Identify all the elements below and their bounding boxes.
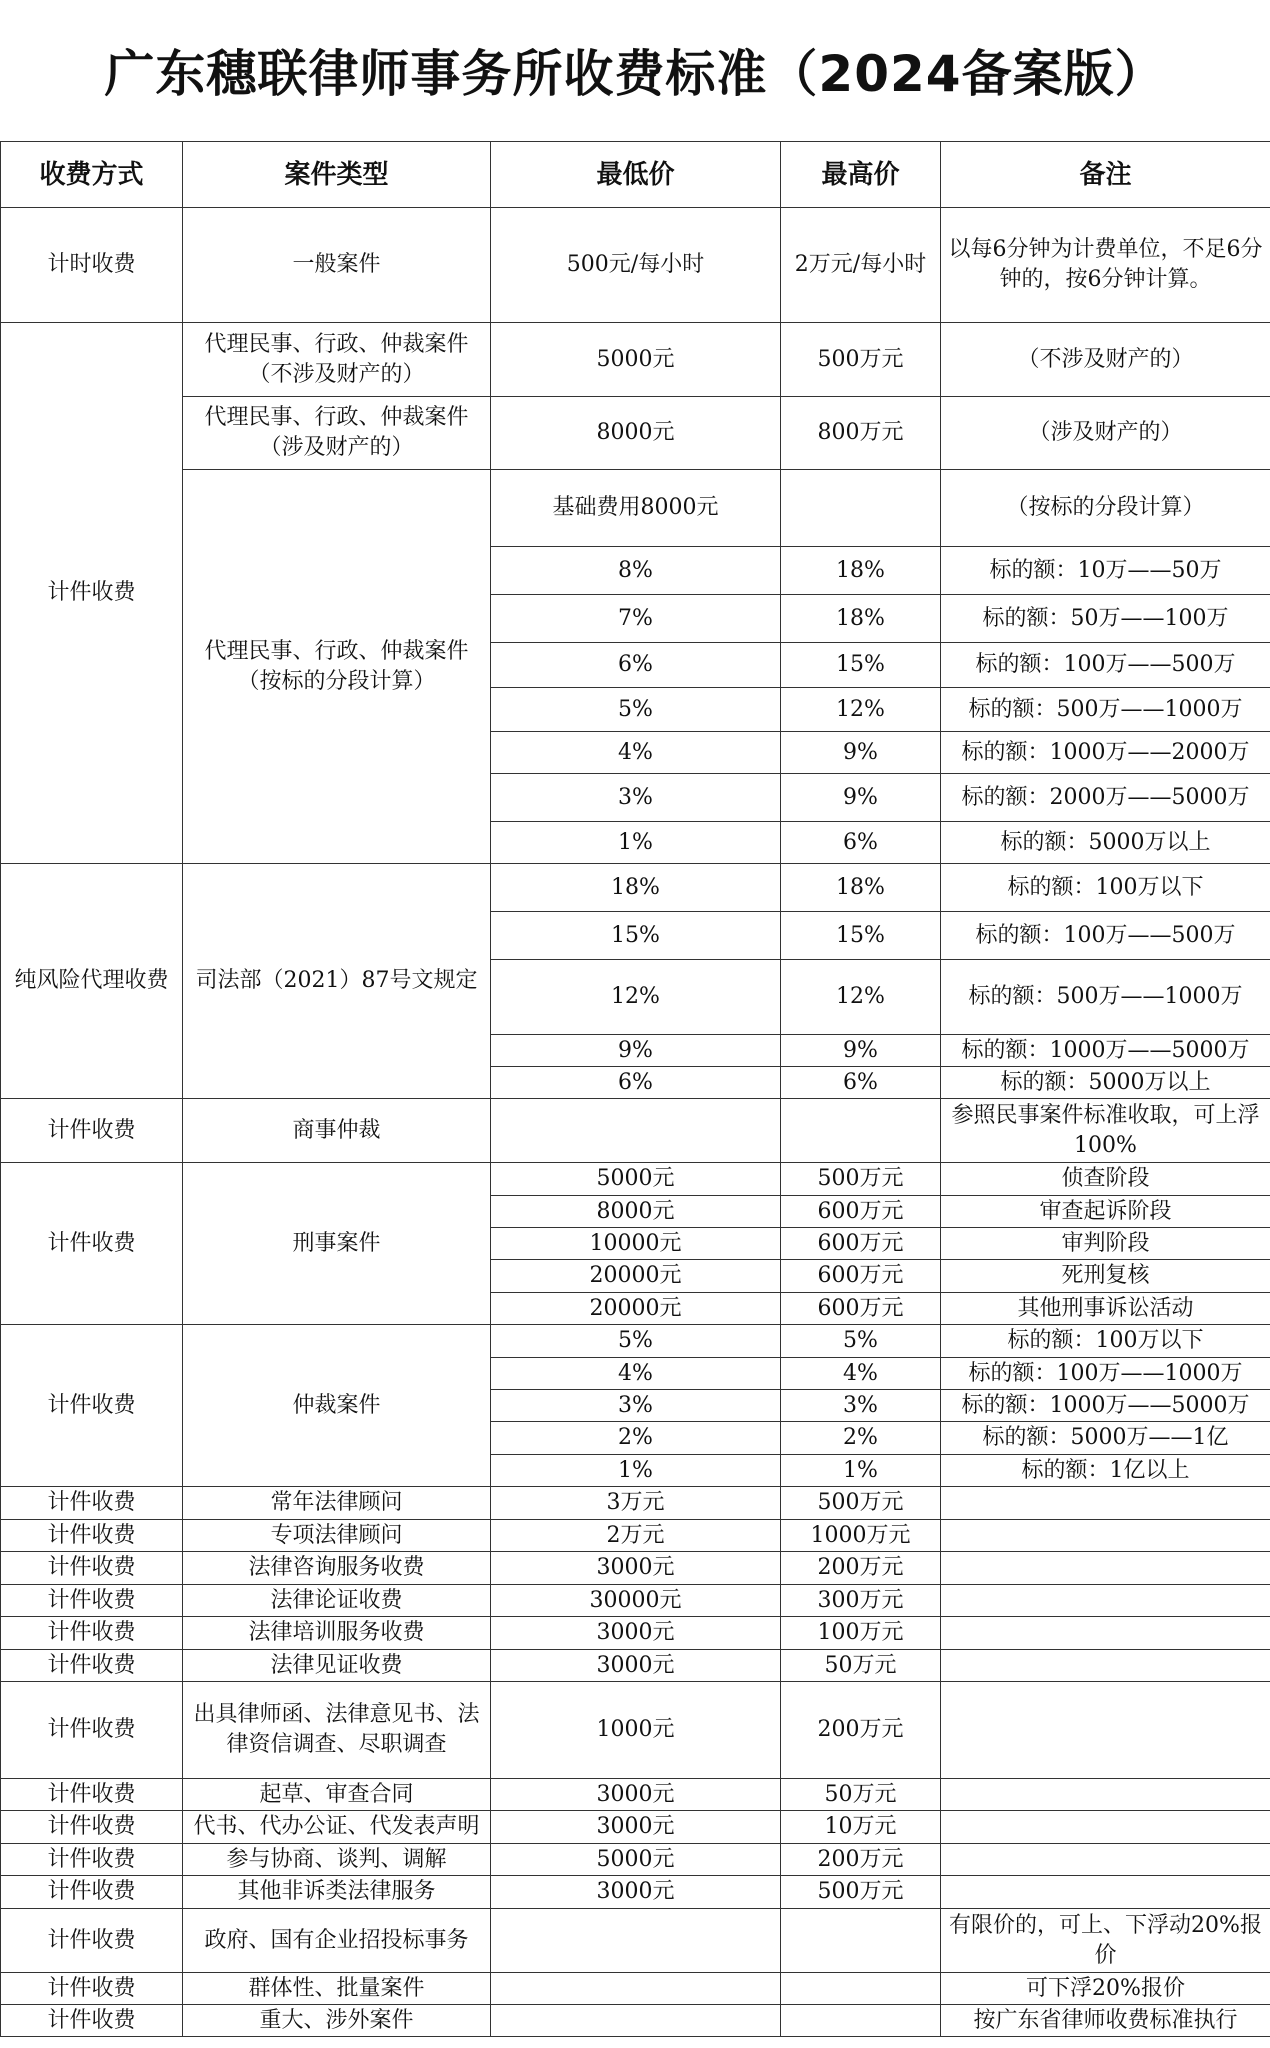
max-price-cell: 200万元: [781, 1682, 941, 1779]
method-cell: 计件收费: [1, 1585, 183, 1617]
method-cell: 纯风险代理收费: [1, 864, 183, 1099]
case-type-cell: 其他非诉类法律服务: [183, 1876, 491, 1909]
max-price-cell: 12%: [781, 688, 941, 732]
min-price-cell: 500元/每小时: [491, 208, 781, 323]
min-price-cell: 5000元: [491, 1844, 781, 1876]
max-price-cell: 1000万元: [781, 1520, 941, 1552]
remark-cell: 按广东省律师收费标准执行: [941, 2005, 1270, 2037]
method-cell: 计件收费: [1, 1909, 183, 1973]
table-row: [1, 1844, 1270, 1876]
case-type-cell: 常年法律顾问: [183, 1487, 491, 1520]
min-price-cell: 10000元: [491, 1228, 781, 1260]
remark-cell: [941, 1811, 1270, 1844]
max-price-cell: 5%: [781, 1325, 941, 1358]
table-row: [1, 2005, 1270, 2037]
min-price-cell: 3000元: [491, 1617, 781, 1650]
min-price-cell: 2万元: [491, 1520, 781, 1552]
table-row: [1, 1099, 1270, 1163]
min-price-cell: 3%: [491, 1390, 781, 1422]
max-price-cell: 18%: [781, 595, 941, 643]
method-cell: 计件收费: [1, 323, 183, 864]
case-type-cell: 法律咨询服务收费: [183, 1552, 491, 1585]
table-row: [1, 1650, 1270, 1682]
max-price-cell: 2万元/每小时: [781, 208, 941, 323]
method-cell: 计件收费: [1, 2005, 183, 2037]
min-price-cell: 3000元: [491, 1779, 781, 1811]
case-type-cell: 刑事案件: [183, 1163, 491, 1325]
case-type-cell: 仲裁案件: [183, 1325, 491, 1487]
case-type-cell: 出具律师函、法律意见书、法律资信调查、尽职调查: [183, 1682, 491, 1779]
min-price-cell: 5%: [491, 688, 781, 732]
remark-cell: [941, 1487, 1270, 1520]
table-row: [1, 323, 1270, 397]
remark-cell: [941, 1682, 1270, 1779]
max-price-cell: 4%: [781, 1358, 941, 1390]
table-row: [1, 1617, 1270, 1650]
min-price-cell: 20000元: [491, 1293, 781, 1325]
min-price-cell: 7%: [491, 595, 781, 643]
max-price-cell: [781, 1099, 941, 1163]
table-row: [1, 1585, 1270, 1617]
method-cell: 计件收费: [1, 1163, 183, 1325]
remark-cell: 其他刑事诉讼活动: [941, 1293, 1270, 1325]
min-price-cell: 2%: [491, 1422, 781, 1455]
min-price-cell: 20000元: [491, 1260, 781, 1293]
min-price-cell: 8%: [491, 547, 781, 595]
remark-cell: （不涉及财产的）: [941, 323, 1270, 397]
remark-cell: [941, 1617, 1270, 1650]
fee-table: [0, 141, 1270, 2037]
remark-cell: 标的额：5000万——1亿: [941, 1422, 1270, 1455]
min-price-cell: 4%: [491, 732, 781, 774]
max-price-cell: 200万元: [781, 1552, 941, 1585]
max-price-cell: 50万元: [781, 1650, 941, 1682]
case-type-cell: 政府、国有企业招投标事务: [183, 1909, 491, 1973]
remark-cell: 标的额：1000万——2000万: [941, 732, 1270, 774]
remark-cell: 审查起诉阶段: [941, 1196, 1270, 1228]
case-type-cell: 法律培训服务收费: [183, 1617, 491, 1650]
table-row: [1, 1876, 1270, 1909]
min-price-cell: 12%: [491, 960, 781, 1035]
min-price-cell: 5000元: [491, 323, 781, 397]
table-row: [1, 1973, 1270, 2005]
remark-cell: 标的额：500万——1000万: [941, 960, 1270, 1035]
case-type-cell: 司法部（2021）87号文规定: [183, 864, 491, 1099]
max-price-cell: [781, 470, 941, 547]
case-type-cell: 代理民事、行政、仲裁案件（涉及财产的）: [183, 397, 491, 470]
min-price-cell: 6%: [491, 643, 781, 688]
remark-cell: 标的额：1亿以上: [941, 1455, 1270, 1487]
remark-cell: [941, 1876, 1270, 1909]
table-row: [1, 1909, 1270, 1973]
table-row: [1, 397, 1270, 470]
case-type-cell: 群体性、批量案件: [183, 1973, 491, 2005]
max-price-cell: 300万元: [781, 1585, 941, 1617]
table-row: [1, 470, 1270, 547]
min-price-cell: 3000元: [491, 1876, 781, 1909]
remark-cell: （按标的分段计算）: [941, 470, 1270, 547]
max-price-cell: 6%: [781, 1067, 941, 1099]
max-price-cell: 9%: [781, 1035, 941, 1067]
min-price-cell: 15%: [491, 912, 781, 960]
min-price-cell: 3000元: [491, 1811, 781, 1844]
max-price-cell: 100万元: [781, 1617, 941, 1650]
min-price-cell: [491, 2005, 781, 2037]
method-cell: 计件收费: [1, 1552, 183, 1585]
min-price-cell: 6%: [491, 1067, 781, 1099]
case-type-cell: 代理民事、行政、仲裁案件（按标的分段计算）: [183, 470, 491, 864]
table-row: [1, 208, 1270, 323]
max-price-cell: 2%: [781, 1422, 941, 1455]
max-price-cell: 9%: [781, 774, 941, 822]
max-price-cell: 12%: [781, 960, 941, 1035]
remark-cell: 标的额：100万以下: [941, 1325, 1270, 1358]
max-price-cell: 500万元: [781, 1876, 941, 1909]
remark-cell: 标的额：100万——500万: [941, 912, 1270, 960]
method-cell: 计件收费: [1, 1682, 183, 1779]
table-row: [1, 1552, 1270, 1585]
remark-cell: 有限价的，可上、下浮动20%报价: [941, 1909, 1270, 1973]
min-price-cell: 1%: [491, 822, 781, 864]
case-type-cell: 专项法律顾问: [183, 1520, 491, 1552]
table-row: [1, 1325, 1270, 1358]
min-price-cell: 8000元: [491, 1196, 781, 1228]
remark-cell: 以每6分钟为计费单位，不足6分钟的，按6分钟计算。: [941, 208, 1270, 323]
table-row: [1, 1811, 1270, 1844]
max-price-cell: 600万元: [781, 1260, 941, 1293]
method-cell: 计件收费: [1, 1325, 183, 1487]
case-type-cell: 起草、审查合同: [183, 1779, 491, 1811]
min-price-cell: 18%: [491, 864, 781, 912]
min-price-cell: [491, 1909, 781, 1973]
case-type-cell: 一般案件: [183, 208, 491, 323]
remark-cell: 标的额：500万——1000万: [941, 688, 1270, 732]
min-price-cell: 9%: [491, 1035, 781, 1067]
max-price-cell: 18%: [781, 547, 941, 595]
max-price-cell: 500万元: [781, 1163, 941, 1196]
table-row: [1, 864, 1270, 912]
remark-cell: [941, 1650, 1270, 1682]
max-price-cell: 600万元: [781, 1293, 941, 1325]
max-price-cell: 500万元: [781, 1487, 941, 1520]
max-price-cell: 600万元: [781, 1228, 941, 1260]
min-price-cell: [491, 1099, 781, 1163]
header-remark: 备注: [941, 142, 1270, 208]
max-price-cell: 1%: [781, 1455, 941, 1487]
header-min-price: 最低价: [491, 142, 781, 208]
remark-cell: 标的额：5000万以上: [941, 1067, 1270, 1099]
method-cell: 计件收费: [1, 1876, 183, 1909]
max-price-cell: 15%: [781, 912, 941, 960]
case-type-cell: 法律论证收费: [183, 1585, 491, 1617]
max-price-cell: 9%: [781, 732, 941, 774]
table-row: [1, 1779, 1270, 1811]
remark-cell: 参照民事案件标准收取，可上浮100%: [941, 1099, 1270, 1163]
min-price-cell: 3%: [491, 774, 781, 822]
remark-cell: [941, 1844, 1270, 1876]
method-cell: 计件收费: [1, 1617, 183, 1650]
remark-cell: 审判阶段: [941, 1228, 1270, 1260]
max-price-cell: [781, 2005, 941, 2037]
min-price-cell: [491, 1973, 781, 2005]
case-type-cell: 法律见证收费: [183, 1650, 491, 1682]
remark-cell: [941, 1585, 1270, 1617]
remark-cell: 标的额：5000万以上: [941, 822, 1270, 864]
case-type-cell: 参与协商、谈判、调解: [183, 1844, 491, 1876]
min-price-cell: 4%: [491, 1358, 781, 1390]
remark-cell: 可下浮20%报价: [941, 1973, 1270, 2005]
max-price-cell: 500万元: [781, 323, 941, 397]
page-title: 广东穗联律师事务所收费标准（2024备案版）: [104, 45, 1166, 103]
header-max-price: 最高价: [781, 142, 941, 208]
min-price-cell: 1%: [491, 1455, 781, 1487]
max-price-cell: 800万元: [781, 397, 941, 470]
remark-cell: [941, 1552, 1270, 1585]
min-price-cell: 3000元: [491, 1552, 781, 1585]
remark-cell: [941, 1520, 1270, 1552]
remark-cell: 死刑复核: [941, 1260, 1270, 1293]
max-price-cell: [781, 1973, 941, 2005]
remark-cell: 标的额：50万——100万: [941, 595, 1270, 643]
remark-cell: 标的额：10万——50万: [941, 547, 1270, 595]
max-price-cell: 600万元: [781, 1196, 941, 1228]
header-case-type: 案件类型: [183, 142, 491, 208]
max-price-cell: [781, 1909, 941, 1973]
method-cell: 计件收费: [1, 1811, 183, 1844]
method-cell: 计时收费: [1, 208, 183, 323]
remark-cell: [941, 1779, 1270, 1811]
min-price-cell: 5%: [491, 1325, 781, 1358]
table-row: [1, 1163, 1270, 1196]
table-row: [1, 1487, 1270, 1520]
min-price-cell: 3万元: [491, 1487, 781, 1520]
max-price-cell: 200万元: [781, 1844, 941, 1876]
max-price-cell: 6%: [781, 822, 941, 864]
method-cell: 计件收费: [1, 1973, 183, 2005]
min-price-cell: 1000元: [491, 1682, 781, 1779]
header-row: [1, 142, 1270, 208]
min-price-cell: 8000元: [491, 397, 781, 470]
case-type-cell: 代理民事、行政、仲裁案件（不涉及财产的）: [183, 323, 491, 397]
method-cell: 计件收费: [1, 1650, 183, 1682]
min-price-cell: 3000元: [491, 1650, 781, 1682]
method-cell: 计件收费: [1, 1520, 183, 1552]
remark-cell: 标的额：100万——1000万: [941, 1358, 1270, 1390]
method-cell: 计件收费: [1, 1779, 183, 1811]
case-type-cell: 商事仲裁: [183, 1099, 491, 1163]
remark-cell: 侦查阶段: [941, 1163, 1270, 1196]
remark-cell: （涉及财产的）: [941, 397, 1270, 470]
min-price-cell: 5000元: [491, 1163, 781, 1196]
header-method: 收费方式: [1, 142, 183, 208]
max-price-cell: 10万元: [781, 1811, 941, 1844]
max-price-cell: 15%: [781, 643, 941, 688]
remark-cell: 标的额：1000万——5000万: [941, 1390, 1270, 1422]
method-cell: 计件收费: [1, 1487, 183, 1520]
remark-cell: 标的额：100万以下: [941, 864, 1270, 912]
table-row: [1, 1520, 1270, 1552]
method-cell: 计件收费: [1, 1844, 183, 1876]
case-type-cell: 重大、涉外案件: [183, 2005, 491, 2037]
min-price-cell: 30000元: [491, 1585, 781, 1617]
remark-cell: 标的额：2000万——5000万: [941, 774, 1270, 822]
max-price-cell: 3%: [781, 1390, 941, 1422]
method-cell: 计件收费: [1, 1099, 183, 1163]
min-price-cell: 基础费用8000元: [491, 470, 781, 547]
max-price-cell: 18%: [781, 864, 941, 912]
remark-cell: 标的额：1000万——5000万: [941, 1035, 1270, 1067]
case-type-cell: 代书、代办公证、代发表声明: [183, 1811, 491, 1844]
max-price-cell: 50万元: [781, 1779, 941, 1811]
table-row: [1, 1682, 1270, 1779]
remark-cell: 标的额：100万——500万: [941, 643, 1270, 688]
